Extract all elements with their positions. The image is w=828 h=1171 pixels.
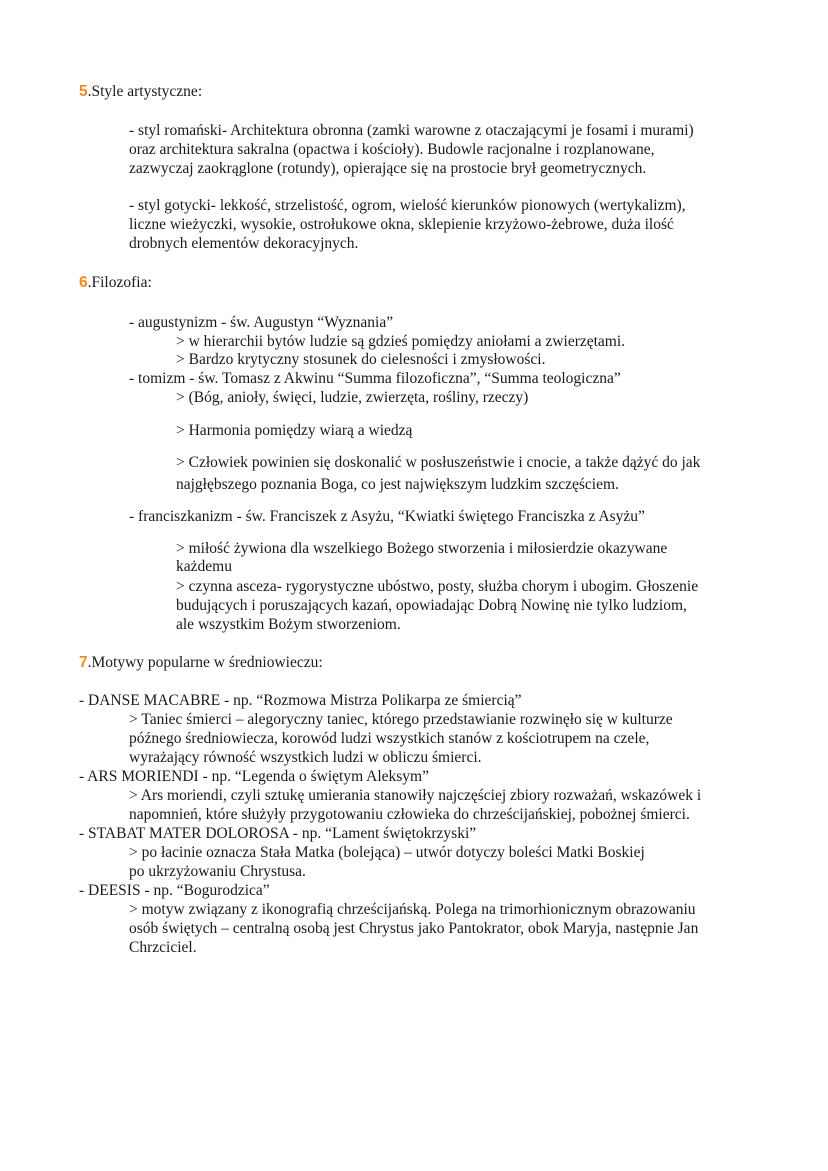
list-item-heading: - DEESIS - np. “Bogurodzica”	[79, 882, 270, 899]
paragraph-line: liczne wieżyczki, wysokie, ostrołukowe okna, sklepienie krzyżowo-żebrowe, duża ilość	[129, 216, 674, 233]
section-number: 7	[79, 654, 88, 671]
paragraph-line: - styl gotycki- lekkość, strzelistość, ogrom, wielość kierunków pionowych (wertykalizm),	[129, 197, 686, 214]
section-number: 6	[79, 274, 88, 291]
list-item-heading: - STABAT MATER DOLOROSA - np. “Lament świętokrzyski”	[79, 825, 477, 842]
section-heading	[79, 82, 202, 101]
section-heading	[79, 273, 152, 292]
section-heading	[79, 653, 323, 672]
list-point: > (Bóg, anioły, święci, ludzie, zwierzęta, rośliny, rzeczy)	[176, 389, 529, 406]
list-point: najgłębszego poznania Boga, co jest największym ludzkim szczęściem.	[176, 476, 619, 493]
list-point: ale wszystkim Bożym stworzeniom.	[176, 616, 401, 633]
section-title: .Motywy popularne w średniowieczu:	[87, 654, 323, 671]
list-point: osób świętych – centralną osobą jest Chrystus jako Pantokrator, obok Maryja, następnie Jan	[129, 920, 699, 937]
list-point: późnego średniowiecza, korowód ludzi wszystkich stanów z kościotrupem na czele,	[129, 730, 650, 747]
list-item-heading: - ARS MORIENDI - np. “Legenda o świętym Aleksym”	[79, 768, 429, 785]
list-point: > miłość żywiona dla wszelkiego Bożego stworzenia i miłosierdzie okazywane	[176, 540, 668, 557]
list-point: po ukrzyżowaniu Chrystusa.	[129, 863, 306, 880]
list-point: > motyw związany z ikonografią chrześcijańską. Polega na trimorhionicznym obrazowaniu	[129, 901, 696, 918]
list-point: wyrażający równość wszystkich ludzi w obliczu śmierci.	[129, 749, 482, 766]
list-point: > Człowiek powinien się doskonalić w posłuszeństwie i cnocie, a także dążyć do jak	[176, 454, 701, 471]
paragraph-line: - styl romański- Architektura obronna (zamki warowne z otaczającymi je fosami i murami)	[129, 122, 694, 139]
list-point: napomnień, które służyły przygotowaniu człowieka do chrześcijańskiej, pobożnej śmierci.	[129, 806, 690, 823]
list-item-heading: - tomizm - św. Tomasz z Akwinu “Summa filozoficzna”, “Summa teologiczna”	[129, 370, 621, 387]
list-item-heading: - franciszkanizm - św. Franciszek z Asyżu, “Kwiatki świętego Franciszka z Asyżu”	[129, 508, 645, 525]
list-item-heading: - augustynizm - św. Augustyn “Wyznania”	[129, 314, 394, 331]
section-title: .Style artystyczne:	[87, 83, 203, 100]
list-point: > Taniec śmierci – alegoryczny taniec, którego przedstawianie rozwinęło się w kulturze	[129, 711, 673, 728]
list-point: > Harmonia pomiędzy wiarą a wiedzą	[176, 422, 413, 439]
list-point: każdemu	[176, 558, 232, 575]
list-point: > Ars moriendi, czyli sztukę umierania stanowiły najczęściej zbiory rozważań, wskazówek i	[129, 787, 702, 804]
paragraph-line: oraz architektura sakralna (opactwa i kościoły). Budowle racjonalne i rozplanowane,	[129, 141, 655, 158]
list-point: Chrzciciel.	[129, 939, 197, 956]
list-point: budujących i poruszających kazań, opowiadając Dobrą Nowinę nie tylko ludziom,	[176, 597, 687, 614]
list-point: > czynna asceza- rygorystyczne ubóstwo, posty, służba chorym i ubogim. Głoszenie	[176, 578, 699, 595]
section-title: .Filozofia:	[87, 274, 152, 291]
list-item-heading: - DANSE MACABRE - np. “Rozmowa Mistrza Polikarpa ze śmiercią”	[79, 692, 522, 709]
section-number: 5	[79, 83, 88, 100]
list-point: > w hierarchii bytów ludzie są gdzieś pomiędzy aniołami a zwierzętami.	[176, 333, 626, 350]
paragraph-line: zazwyczaj zaokrąglone (rotundy), opierające się na prostocie brył geometrycznych.	[129, 160, 647, 177]
list-point: > Bardzo krytyczny stosunek do cielesności i zmysłowości.	[176, 351, 546, 368]
paragraph-line: drobnych elementów dekoracyjnych.	[129, 235, 359, 252]
list-point: > po łacinie oznacza Stała Matka (bolejąca) – utwór dotyczy boleści Matki Boskiej	[129, 844, 645, 861]
